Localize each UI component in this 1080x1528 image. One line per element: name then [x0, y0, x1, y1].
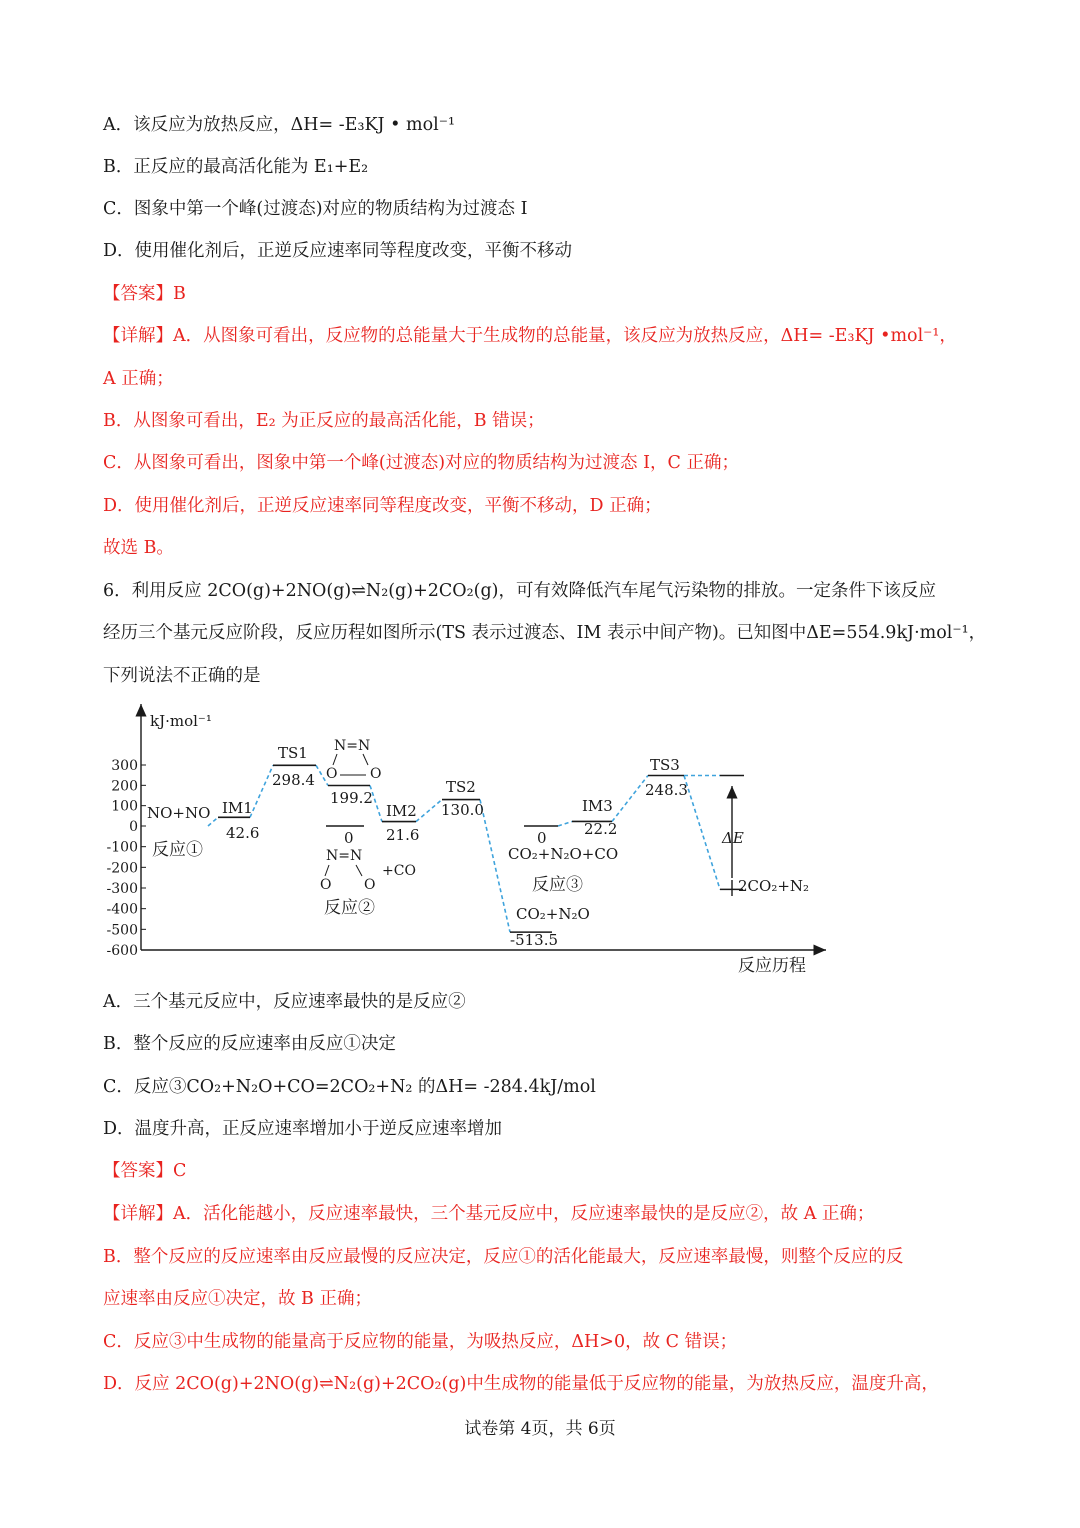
x-axis-label: 反应历程	[738, 956, 806, 976]
ring2-plus-co: +CO	[382, 863, 416, 879]
q6-detail-1	[103, 1202, 874, 1226]
ring2-top-nn: N=N	[326, 848, 363, 864]
level-name-im2: IM2	[386, 802, 417, 820]
level-value-im3: 22.2	[584, 820, 618, 838]
ring2-o-left: O	[320, 877, 332, 893]
level-name-im1: IM1	[222, 799, 253, 817]
q6-option-c: C．反应③CO₂+N₂O+CO=2CO₂+N₂ 的ΔH= -284.4kJ/mol	[103, 1077, 596, 1097]
level-name-im3: IM3	[582, 797, 613, 815]
detail-label: 【详解】	[103, 326, 173, 346]
q5-detail-6: 故选 B。	[103, 538, 174, 558]
y-tick-label: -500	[106, 922, 138, 939]
level-species-no-no: NO+NO	[147, 804, 211, 822]
q5-answer	[103, 282, 186, 306]
q6-detail-4: C．反应③中生成物的能量高于反应物的能量，为吸热反应，ΔH>0，故 C 错误；	[103, 1332, 738, 1352]
ring2-o-right: O	[364, 877, 376, 893]
y-tick-label: -100	[106, 839, 138, 856]
connector	[416, 800, 442, 822]
q6-detail-3: 应速率由反应①决定，故 B 正确；	[103, 1289, 372, 1309]
ring2-bond	[356, 865, 362, 876]
ring-bond	[363, 754, 368, 765]
level-name-ts2: TS2	[446, 778, 476, 796]
y-tick-label: 100	[111, 798, 138, 815]
connector	[612, 776, 648, 822]
y-axis-label: kJ·mol⁻¹	[150, 712, 212, 730]
answer-value: C	[173, 1161, 187, 1181]
delta-e-label: ΔE	[722, 829, 744, 847]
y-tick-label: -300	[106, 881, 138, 897]
detail-text: A．从图象可看出，反应物的总能量大于生成物的总能量，该反应为放热反应，ΔH= -E₃KJ •mol⁻¹，	[173, 326, 957, 346]
q5-option-b: B．正反应的最高活化能为 E₁+E₂	[103, 157, 369, 177]
level-species-co2-n2o: CO₂+N₂O	[516, 905, 590, 923]
level-species-co2-n2o-co: CO₂+N₂O+CO	[508, 845, 619, 863]
y-tick-label: 300	[111, 758, 138, 774]
energy-profile-chart	[100, 698, 840, 980]
level-species-2co2-n2: 2CO₂+N₂	[738, 877, 810, 895]
stage-label-3: 反应③	[532, 875, 583, 895]
ring2-bond	[325, 865, 329, 876]
q6-option-b: B．整个反应的反应速率由反应①决定	[103, 1034, 396, 1054]
y-tick-label: -200	[106, 860, 138, 877]
q5-option-c: C．图象中第一个峰(过渡态)对应的物质结构为过渡态 I	[103, 199, 528, 219]
page-footer: 试卷第 4页，共 6页	[464, 1419, 616, 1439]
level-value-im2: 21.6	[386, 826, 420, 844]
stage-label-2: 反应②	[324, 898, 375, 918]
y-tick-label: -400	[106, 901, 138, 918]
detail-label: 【详解】	[103, 1204, 173, 1224]
level-name-ts1: TS1	[278, 744, 308, 762]
y-tick-label: -600	[106, 943, 138, 959]
q6-stem-1: 6．利用反应 2CO(g)+2NO(g)⇌N₂(g)+2CO₂(g)，可有效降低汽车尾气污染物的排放。一定条件下该反应	[103, 581, 936, 601]
q5-detail-3: B．从图象可看出，E₂ 为正反应的最高活化能，B 错误；	[103, 411, 545, 431]
q6-stem-3: 下列说法不正确的是	[103, 666, 261, 686]
q6-stem-2: 经历三个基元反应阶段，反应历程如图所示(TS 表示过渡态、IM 表示中间产物)。已知图中ΔE=554.9kJ·mol⁻¹，	[103, 623, 987, 643]
q5-detail-1	[103, 324, 957, 348]
stage-label-1: 反应①	[152, 840, 203, 860]
q6-option-a: A．三个基元反应中，反应速率最快的是反应②	[103, 992, 466, 1012]
level-value-co2-n2o-co: 0	[537, 829, 547, 847]
level-name-ts3: TS3	[650, 756, 680, 774]
level-value-n2o2-co: 0	[344, 829, 354, 847]
level-value-ts3: 248.3	[645, 781, 688, 799]
q6-option-d: D．温度升高，正反应速率增加小于逆反应速率增加	[103, 1119, 503, 1139]
level-value-im1: 42.6	[226, 824, 260, 842]
q5-detail-2: A 正确；	[103, 369, 174, 389]
y-tick-label: 200	[111, 778, 138, 795]
q5-detail-5: D．使用催化剂后，正逆反应速率同等程度改变，平衡不移动，D 正确；	[103, 496, 662, 516]
q5-option-a: A．该反应为放热反应，ΔH= -E₃KJ • mol⁻¹	[103, 115, 455, 135]
connector	[250, 765, 273, 817]
level-value-ts1: 298.4	[272, 771, 315, 789]
q6-detail-5: D．反应 2CO(g)+2NO(g)⇌N₂(g)+2CO₂(g)中生成物的能量低于反应物的能量，为放热反应，温度升高，	[103, 1374, 939, 1394]
detail-text: A．活化能越小，反应速率最快，三个基元反应中，反应速率最快的是反应②，故 A 正确；	[173, 1204, 875, 1224]
chart-labels	[147, 712, 809, 976]
q6-answer	[103, 1159, 186, 1183]
answer-label: 【答案】	[103, 1161, 173, 1181]
ring-bond	[333, 754, 337, 765]
level-value-ts2: 130.0	[441, 801, 484, 819]
q5-detail-4: C．从图象可看出，图象中第一个峰(过渡态)对应的物质结构为过渡态 I，C 正确；	[103, 453, 739, 473]
answer-label: 【答案】	[103, 284, 173, 304]
y-tick-label: 0	[129, 819, 138, 835]
connector	[558, 821, 572, 826]
level-value-n2o2: 199.2	[330, 789, 373, 807]
answer-value: B	[173, 284, 186, 304]
connector	[480, 800, 510, 933]
connector	[684, 776, 720, 890]
ring-top-nn: N=N	[334, 738, 371, 754]
ring-o-right: O	[370, 766, 382, 782]
level-value-co2-n2o: -513.5	[510, 931, 559, 949]
y-axis-ticks	[107, 758, 146, 959]
q5-option-d: D．使用催化剂后，正逆反应速率同等程度改变，平衡不移动	[103, 241, 573, 261]
ring-o-left: O	[326, 766, 338, 782]
q6-detail-2: B．整个反应的反应速率由反应最慢的反应决定，反应①的活化能最大，反应速率最慢，则整个反应的反	[103, 1247, 904, 1267]
